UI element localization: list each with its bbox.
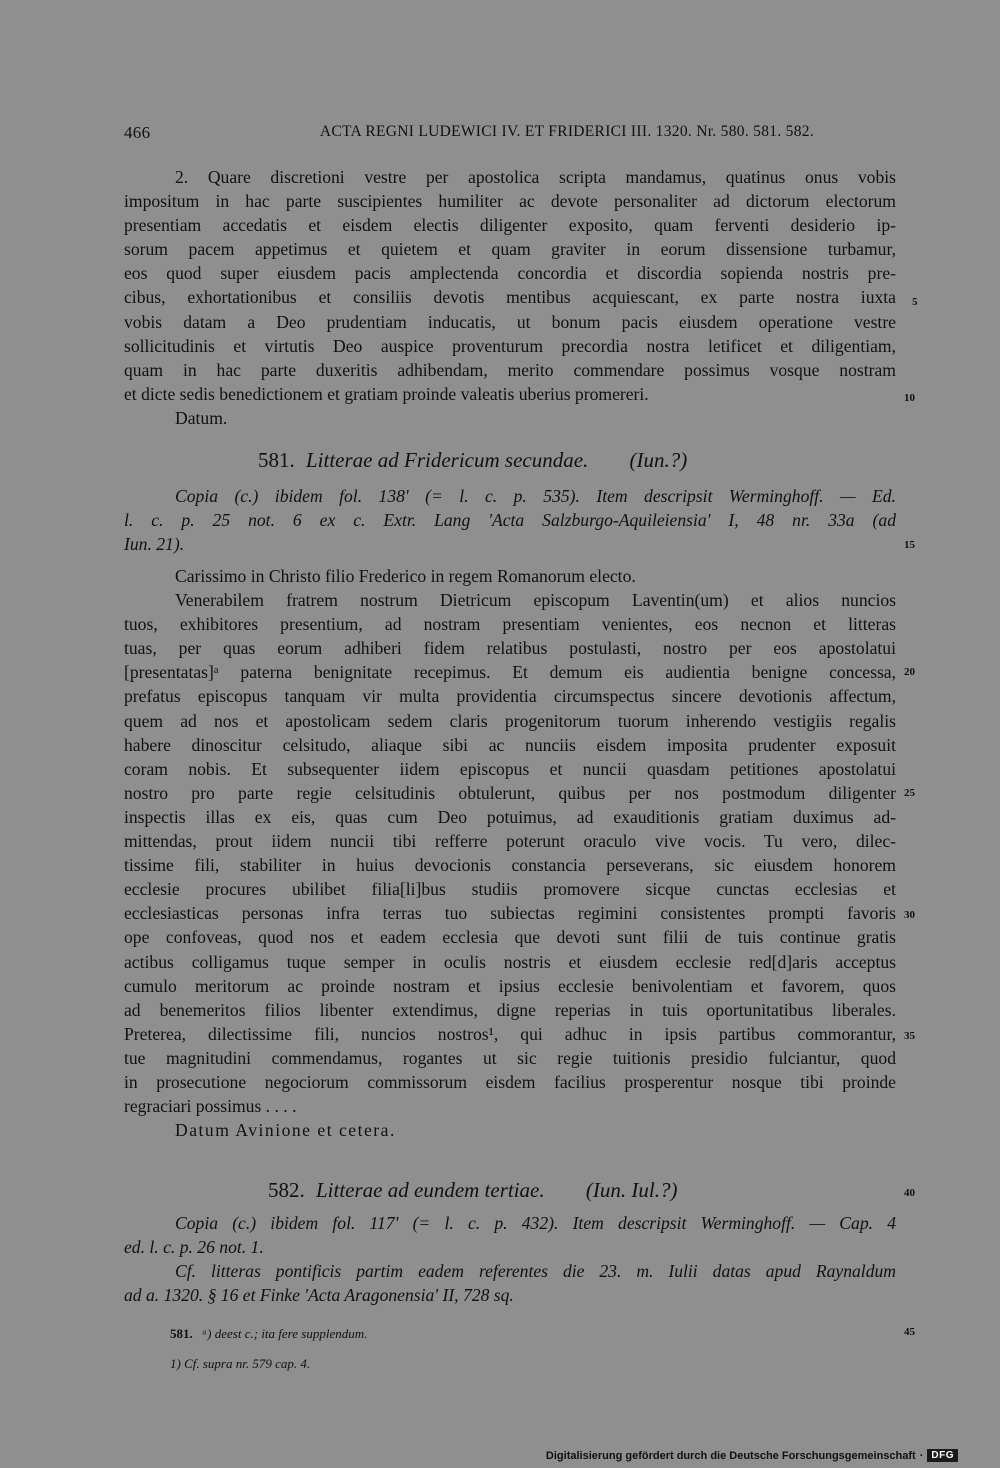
page-number: 466 [124, 123, 151, 142]
text-line: coram nobis. Et subsequenter iidem episcopus et nuncii quasdam petitiones apostolatui [124, 758, 896, 779]
source-note-582 [124, 1211, 896, 1307]
line-number: 30 [904, 909, 915, 921]
letter-580-continuation [124, 165, 896, 430]
text-line: ed. l. c. p. 26 not. 1. [124, 1237, 264, 1258]
text-line: l. c. p. 25 not. 6 ex c. Extr. Lang 'Acta Salzburgo-Aquileiensia' I, 48 nr. 33a (ad [124, 510, 896, 531]
text-line: quem ad nos et apostolicam sedem claris progenitorum tuorum inherendo vestigiis regalis [124, 710, 896, 731]
address-line: Carissimo in Christo filio Frederico in regem Romanorum electo. [175, 566, 636, 586]
datum-line: Datum Avinione et cetera. [175, 1120, 396, 1141]
text-line: tuas, per quas eorum adhiberi fidem relatibus postulasti, nostro per eos apostolatui [124, 638, 896, 659]
text-line: presentiam accedatis et eisdem electis diligenter exposito, quam ferventi desiderio ip- [124, 215, 896, 236]
letter-581-text [124, 564, 896, 1142]
text-line: ecclesie procures ubilibet filia[li]bus studiis promovere sicque cunctas ecclesias et [124, 879, 896, 900]
source-note-581 [124, 484, 896, 556]
credit-text: Digitalisierung gefördert durch die Deutsche Forschungsgemeinschaft [545, 1449, 916, 1462]
text-line: prefatus episcopus tanquam vir multa providentia circumspectus sincere devotionis affectum, [124, 686, 896, 707]
line-number: 10 [904, 392, 915, 404]
text-line: actibus colligamus tuque semper in oculis nostris et eiusdem ecclesie red[d]aris acceptus [124, 951, 896, 972]
text-line: Copia (c.) ibidem fol. 117' (= l. c. p. 432). Item descripsit Werminghoff. — Cap. 4 [175, 1213, 896, 1233]
text-line: 2. Quare discretioni vestre per apostolica scripta mandamus, quatinus onus vobis [175, 167, 896, 187]
text-line: sollicitudinis et virtutis Deo auspice proventurum precordia nostra letificet et diligentiam, [124, 335, 896, 356]
line-number: 25 [904, 787, 915, 799]
dfg-logo: DFG [927, 1449, 958, 1462]
datum-line: Datum. [175, 407, 228, 428]
running-header [124, 123, 814, 143]
text-line: Copia (c.) ibidem fol. 138' (= l. c. p. 535). Item descripsit Werminghoff. — Ed. [175, 486, 896, 506]
text-line: ad a. 1320. § 16 et Finke 'Acta Aragonensia' II, 728 sq. [124, 1285, 514, 1306]
text-line: tue magnitudini commendamus, rogantes ut sic regie tuitionis presidio fulciantur, quod [124, 1047, 896, 1068]
text-line: nostro pro parte regie celsitudinis obtulerunt, quibus per nos postmodum diligenter [124, 782, 896, 803]
text-line: inspectis illas ex eis, quas cum Deo potuimus, ad exauditionis gratiam duximus ad- [124, 806, 896, 827]
text-line: sorum pacem appetimus et quietem et quam graviter in eorum dissensione turbamur, [124, 239, 896, 260]
line-number: 20 [904, 666, 915, 678]
footnote-a: 581. ᵃ) deest c.; ita fere supplendum. [170, 1326, 368, 1341]
line-number: 35 [904, 1030, 915, 1042]
text-line: Iun. 21). [124, 534, 185, 555]
document-heading-582: 582. Litterae ad eundem tertiae. (Iun. Iul.?) [268, 1178, 678, 1202]
text-line: vobis datam a Deo prudentiam inducatis, ut bonum pacis eiusdem operatione vestre [124, 311, 896, 332]
text-line: tuos, exhibitores presentium, ad nostram presentiam venientes, eos necnon et litteras [124, 614, 896, 635]
line-number: 15 [904, 539, 915, 551]
document-heading-581: 581. Litterae ad Fridericum secundae. (Iun.?) [258, 448, 688, 472]
running-title: ACTA REGNI LUDEWICI IV. ET FRIDERICI III. 1320. Nr. 580. 581. 582. [319, 123, 814, 140]
text-line: et dicte sedis benedictionem et gratiam proinde valeatis uberius promereri. [124, 383, 649, 404]
text-line: mittendas, prout iidem nuncii tibi refferre poterunt oraculo vive vocis. Tu vero, dilec- [124, 831, 896, 852]
text-line: cumulo meritorum ac proinde nostram et ipsius ecclesie benivolentiam et favorem, quos [124, 975, 896, 996]
footnote-1: 1) Cf. supra nr. 579 cap. 4. [170, 1356, 311, 1371]
line-number: 40 [904, 1187, 915, 1199]
text-line: Preterea, dilectissime fili, nuncios nostros¹, qui adhuc in ipsis partibus commorantur, [124, 1023, 896, 1044]
text-line: in prosecutione negociorum commissorum eisdem facilius prosperentur nosque tibi proinde [124, 1071, 896, 1092]
text-line: eos quod super eiusdem pacis amplectenda concordia et discordia sopienda nostris pre- [124, 263, 896, 284]
line-number: 45 [904, 1326, 915, 1338]
text-line: Cf. litteras pontificis partim eadem referentes die 23. m. Iulii datas apud Raynaldum [175, 1261, 896, 1282]
text-line: ecclesiasticas personas infra terras tuo subiectas regimini consistentes prompti favoris [124, 903, 896, 924]
text-line: cibus, exhortationibus et consiliis devotis mentibus acquiescant, ex parte nostra iuxta [124, 287, 896, 308]
text-line: habere dinoscitur celsitudo, aliaque sibi ac nunciis eisdem imposita prudenter exposuit [124, 734, 896, 755]
text-line: quam in hac parte duxeritis adhibendam, merito commendare possimus vosque nostram [124, 359, 896, 380]
text-line: regraciari possimus . . . . [124, 1096, 297, 1117]
digitization-credit: Digitalisierung gefördert durch die Deutsche Forschungsgemeinschaft · DFG [546, 1449, 958, 1462]
text-line: ad benemeritos filios libenter extendimus, digne reperias in tuis oportunitatibus liberales. [124, 999, 896, 1020]
text-line: [presentatas]ᵃ paterna benignitate recepimus. Et demum eis audientia benigne concessa, [124, 662, 896, 683]
text-line: ope confoveas, quod nos et eadem ecclesia que devoti sunt filii de tuis continue gratis [124, 927, 896, 948]
text-line: impositum in hac parte suscipientes humiliter ac devote personaliter ad dictorum electorum [124, 191, 896, 212]
text-line: Venerabilem fratrem nostrum Dietricum episcopum Laventin(um) et alios nuncios [175, 590, 896, 611]
line-number: 5 [912, 296, 918, 308]
text-line: tissime fili, stabiliter in huius devocionis constancia perseverans, sic eiusdem honorem [124, 855, 896, 876]
